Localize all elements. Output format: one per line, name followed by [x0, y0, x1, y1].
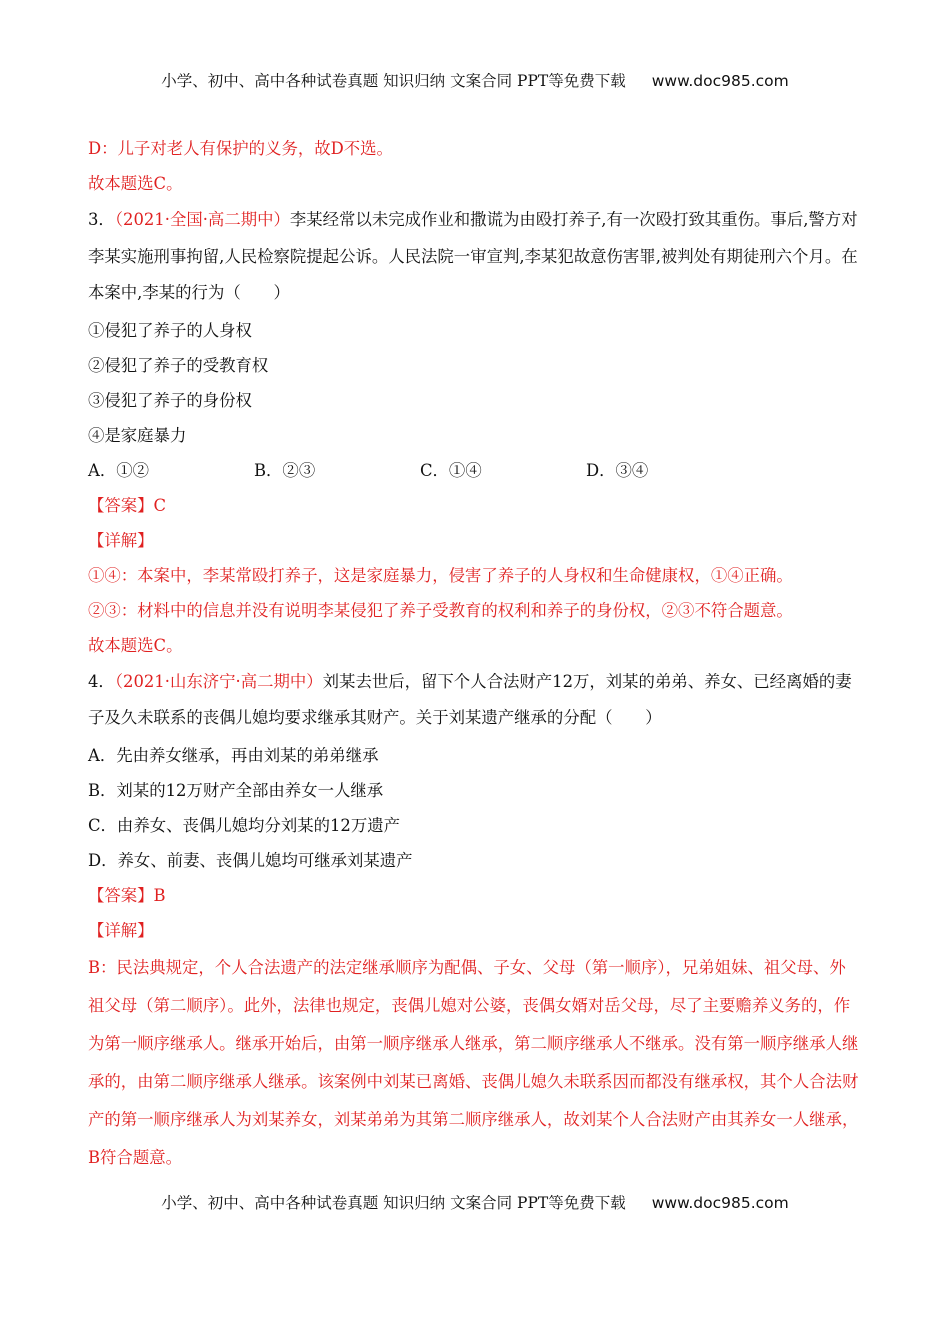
document-body: [88, 140, 860, 1187]
q4-source: （2021·山东济宁·高二期中）: [114, 671, 323, 691]
footer-site-link[interactable]: www.doc985.com: [651, 1194, 789, 1212]
q3-options: [88, 462, 860, 480]
q3-number: 3．: [88, 210, 115, 229]
q4-number: 4．: [88, 671, 115, 691]
q3-stem-text: 李某经常以未完成作业和撒谎为由殴打养子,有一次殴打致其重伤。事后,警方对李某实施刑事拘留,人民检察院提起公诉。人民法院一审宣判,李某犯故意伤害罪,被判处有期徒刑六个月。在本案中,李某的行为（ ）: [88, 210, 858, 302]
q3-option-c: C．①④: [420, 460, 482, 480]
page-header: [0, 69, 950, 91]
q4-detail-label: 【详解】: [88, 920, 154, 940]
header-text: 小学、初中、高中各种试卷真题 知识归纳 文案合同 PPT等免费下载: [161, 72, 626, 90]
q3-option-b: B．②③: [254, 460, 316, 480]
footer-text: 小学、初中、高中各种试卷真题 知识归纳 文案合同 PPT等免费下载: [161, 1194, 626, 1212]
q3-answer: 【答案】C: [88, 495, 167, 515]
question-4-stem: [88, 664, 860, 737]
q4-explanation: B：民法典规定，个人合法遗产的法定继承顺序为配偶、子女、父母（第一顺序），兄弟姐妹、祖父母、外祖父母（第二顺序）。此外，法律也规定，丧偶儿媳对公婆，丧偶女婿对岳父母，尽了主要赡养义务的，作为第一顺序继承人。继承开始后，由第一顺序继承人继承，第二顺序继承人不继承。没有第一顺序继承人继承的，由第二顺序继承人继承。该案例中刘某已离婚、丧偶儿媳久未联系因而都没有继承权，其个人合法财产的第一顺序继承人为刘某养女，刘某弟弟为其第二顺序继承人，故刘某个人合法财产由其养女一人继承，B符合题意。: [88, 957, 859, 1167]
q3-option-a: A．①②: [88, 460, 150, 480]
q4-answer: 【答案】B: [88, 885, 166, 905]
q3-source: （2021·全国·高二期中）: [114, 210, 290, 229]
q3-explanation-1: ①④：本案中，李某常殴打养子，这是家庭暴力，侵害了养子的人身权和生命健康权，①④正确。: [88, 565, 793, 585]
q3-option-d: D．③④: [586, 460, 649, 480]
prev-conclusion: 故本题选C。: [88, 174, 183, 193]
q3-item-2: ②侵犯了养子的受教育权: [88, 355, 269, 375]
q4-option-c: C．由养女、丧偶儿媳均分刘某的12万遗产: [88, 815, 401, 835]
q3-conclusion: 故本题选C。: [88, 635, 183, 655]
q3-explanation-2: ②③：材料中的信息并没有说明李某侵犯了养子受教育的权利和养子的身份权，②③不符合题意。: [88, 600, 793, 620]
q4-option-a: A．先由养女继承，再由刘某的弟弟继承: [88, 745, 379, 765]
question-3-stem: [88, 202, 860, 312]
q4-option-d: D．养女、前妻、丧偶儿媳均可继承刘某遗产: [88, 850, 413, 870]
q3-item-4: ④是家庭暴力: [88, 425, 187, 445]
q3-item-1: ①侵犯了养子的人身权: [88, 320, 252, 340]
q4-stem-text: 刘某去世后，留下个人合法财产12万，刘某的弟弟、养女、已经离婚的妻子及久未联系的丧偶儿媳均要求继承其财产。关于刘某遗产继承的分配（ ）: [88, 671, 852, 727]
q3-item-3: ③侵犯了养子的身份权: [88, 390, 252, 410]
q3-detail-label: 【详解】: [88, 530, 154, 550]
prev-option-d-explanation: D：儿子对老人有保护的义务，故D不选。: [88, 139, 393, 158]
q4-option-b: B．刘某的12万财产全部由养女一人继承: [88, 780, 384, 800]
header-site-link[interactable]: www.doc985.com: [651, 72, 789, 90]
page-footer: [0, 1191, 950, 1213]
